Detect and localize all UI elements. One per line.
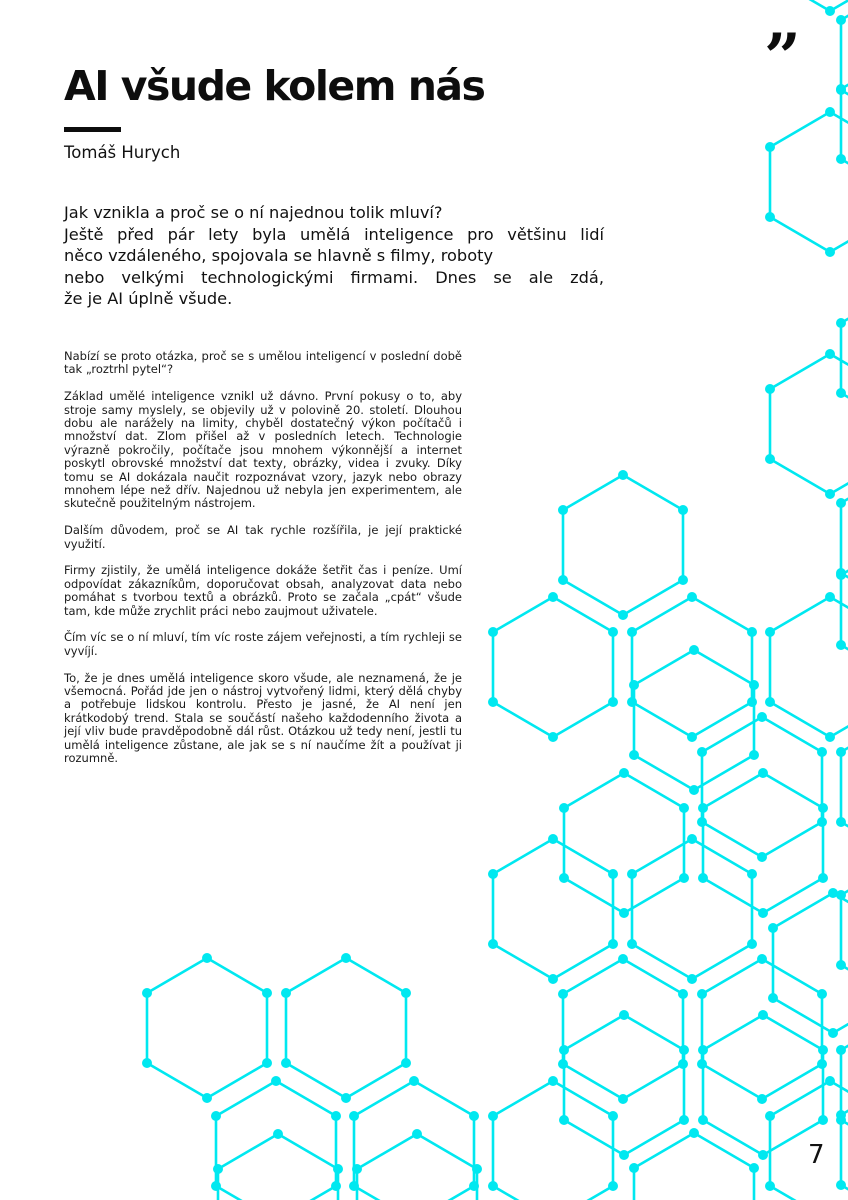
- hexagon-node: [618, 470, 628, 480]
- hexagon-outline: [632, 597, 752, 737]
- hexagon-outline: [564, 773, 684, 913]
- hexagon-node: [749, 1163, 759, 1173]
- hexagon-node: [608, 1111, 618, 1121]
- hexagon-node: [698, 873, 708, 883]
- hexagon-node: [469, 1111, 479, 1121]
- lead-line: Ještě před pár lety byla umělá inteligence pro většinu lidí: [64, 224, 604, 244]
- hexagon-node: [618, 610, 628, 620]
- hexagon-node: [698, 1115, 708, 1125]
- hexagon-outline: [841, 288, 848, 428]
- article-author: Tomáš Hurych: [64, 143, 181, 162]
- hexagon-node: [341, 953, 351, 963]
- quote-mark-icon: ”: [764, 20, 801, 95]
- hexagon-node: [758, 1010, 768, 1020]
- hexagon-node: [142, 1058, 152, 1068]
- hexagon-node: [548, 732, 558, 742]
- hexagon-node: [689, 1128, 699, 1138]
- hexagon-node: [202, 1093, 212, 1103]
- hexagon-node: [836, 1180, 846, 1190]
- article-title: AI všude kolem nás: [64, 62, 485, 110]
- hexagon-node: [548, 1076, 558, 1086]
- hexagon-node: [836, 84, 846, 94]
- hexagon-node: [331, 1181, 341, 1191]
- hexagon-node: [629, 680, 639, 690]
- hexagon-node: [262, 1058, 272, 1068]
- hexagon-node: [698, 803, 708, 813]
- hexagon-node: [836, 817, 846, 827]
- hexagon-outline: [286, 958, 406, 1098]
- hexagon-outline: [703, 1015, 823, 1155]
- hexagon-node: [352, 1164, 362, 1174]
- hexagon-node: [765, 384, 775, 394]
- hexagon-node: [757, 1094, 767, 1104]
- body-paragraph: Základ umělé inteligence vznikl už dávno. První pokusy o to, aby stroje samy myslely, se objevily už v polovině 20. století. Dlouhou dobu ale narážely na limity, chyběl dostatečný výkon počítačů i množství dat. Zlom přišel až v posledních letech. Technologie výrazně pokročily, počítače jsou mnohem výkonnější a internet poskytl obrovské množství dat texty, obrázky, videa i zvuky. Díky tomu se AI dokázala naučit rozpoznávat vzory, jazyk nebo obrazy mnohem lépe než dřív. Najednou už nebyla jen experimentem, ale skutečně použitelným nástrojem.: [64, 389, 462, 511]
- hexagon-node: [747, 939, 757, 949]
- body-paragraph: To, že je dnes umělá inteligence skoro všude, ale neznamená, že je všemocná. Pořád jde jen o nástroj vytvořený lidmi, který dělá chyby a potřebuje lidskou kontrolu. Přesto je jasné, že AI není jen krátkodobý trend. Stala se součástí našeho každodenního života a její vliv bude pravděpodobně dál růst. Otázkou už tedy není, jestli tu umělá inteligence zůstane, ale jak se s ní naučíme žít a používat ji rozumně.: [64, 670, 462, 766]
- hexagon-node: [488, 627, 498, 637]
- hexagon-node: [818, 873, 828, 883]
- hexagon-outline: [357, 1134, 477, 1200]
- hexagon-node: [758, 908, 768, 918]
- hexagon-node: [281, 1058, 291, 1068]
- hexagon-node: [559, 1115, 569, 1125]
- hexagon-node: [409, 1076, 419, 1086]
- hexagon-node: [836, 960, 846, 970]
- hexagon-node: [559, 873, 569, 883]
- hexagon-node: [679, 1115, 689, 1125]
- hexagon-node: [679, 1045, 689, 1055]
- hexagon-node: [627, 697, 637, 707]
- hexagon-node: [749, 680, 759, 690]
- lead-line: nebo velkými technologickými firmami. Dnes se ale zdá,: [64, 267, 604, 287]
- hexagon-node: [627, 627, 637, 637]
- hexagon-outline: [216, 1081, 336, 1200]
- article-lead: [64, 202, 604, 310]
- hexagon-node: [818, 803, 828, 813]
- hexagon-node: [836, 15, 846, 25]
- hexagon-node: [608, 627, 618, 637]
- hexagon-node: [836, 747, 846, 757]
- body-paragraph: Firmy zjistily, že umělá inteligence dokáže šetřit čas i peníze. Umí odpovídat zákazníkům, doporučovat obsah, analyzovat data nebo pomáhat s tvorbou textů a obrázků. Proto se začala „cpát“ všude tam, kde může zrychlit práci nebo zaujmout uživatele.: [64, 563, 462, 618]
- hexagon-outline: [702, 959, 822, 1099]
- hexagon-node: [558, 989, 568, 999]
- hexagon-node: [679, 873, 689, 883]
- hexagon-outline: [493, 597, 613, 737]
- hexagon-node: [836, 318, 846, 328]
- hexagon-node: [271, 1076, 281, 1086]
- hexagon-node: [749, 750, 759, 760]
- hexagon-outline: [354, 1081, 474, 1200]
- hexagon-node: [828, 1028, 838, 1038]
- hexagon-node: [747, 627, 757, 637]
- hexagon-node: [211, 1111, 221, 1121]
- hexagon-outline: [770, 354, 848, 494]
- hexagon-outline: [702, 717, 822, 857]
- hexagon-node: [412, 1129, 422, 1139]
- hexagon-node: [629, 1163, 639, 1173]
- body-paragraph: Čím víc se o ní mluví, tím víc roste zájem veřejnosti, a tím rychleji se vyvíjí.: [64, 630, 462, 658]
- hexagon-node: [488, 939, 498, 949]
- hexagon-node: [836, 1045, 846, 1055]
- hexagon-outline: [634, 650, 754, 790]
- hexagon-node: [687, 834, 697, 844]
- hexagon-node: [608, 697, 618, 707]
- hexagon-node: [608, 939, 618, 949]
- title-divider: [64, 127, 121, 132]
- hexagon-node: [618, 954, 628, 964]
- hexagon-node: [698, 1045, 708, 1055]
- hexagon-node: [558, 575, 568, 585]
- hexagon-node: [758, 768, 768, 778]
- hexagon-node: [401, 988, 411, 998]
- hexagon-node: [757, 954, 767, 964]
- hexagon-node: [697, 989, 707, 999]
- hexagon-node: [331, 1111, 341, 1121]
- hexagon-node: [825, 107, 835, 117]
- hexagon-node: [825, 489, 835, 499]
- hexagon-node: [747, 869, 757, 879]
- hexagon-node: [678, 989, 688, 999]
- hexagon-node: [678, 505, 688, 515]
- hexagon-node: [687, 592, 697, 602]
- hexagon-node: [765, 627, 775, 637]
- page-number: 7: [808, 1140, 825, 1170]
- body-paragraph: Nabízí se proto otázka, proč se s umělou inteligencí v poslední době tak „roztrhl pytel“?: [64, 349, 462, 377]
- hexagon-node: [765, 142, 775, 152]
- hexagon-node: [687, 974, 697, 984]
- hexagon-node: [341, 1093, 351, 1103]
- hexagon-node: [559, 803, 569, 813]
- hexagon-node: [488, 869, 498, 879]
- hexagon-node: [836, 1110, 846, 1120]
- hexagon-node: [472, 1164, 482, 1174]
- hexagon-node: [757, 712, 767, 722]
- hexagon-node: [818, 1115, 828, 1125]
- hexagon-node: [765, 1111, 775, 1121]
- hexagon-node: [825, 592, 835, 602]
- hexagon-node: [768, 923, 778, 933]
- hexagon-node: [836, 890, 846, 900]
- hexagon-node: [825, 732, 835, 742]
- hexagon-node: [202, 953, 212, 963]
- hexagon-node: [627, 939, 637, 949]
- hexagon-node: [825, 349, 835, 359]
- hexagon-node: [757, 852, 767, 862]
- hexagon-node: [558, 505, 568, 515]
- hexagon-node: [559, 1045, 569, 1055]
- hexagon-node: [758, 1150, 768, 1160]
- hexagon-node: [548, 592, 558, 602]
- hexagon-node: [765, 212, 775, 222]
- hexagon-outline: [770, 112, 848, 252]
- hexagon-node: [619, 1010, 629, 1020]
- hexagon-node: [765, 697, 775, 707]
- hexagon-node: [281, 988, 291, 998]
- hexagon-node: [262, 988, 272, 998]
- hexagon-node: [548, 974, 558, 984]
- hexagon-outline: [218, 1134, 338, 1200]
- hexagon-node: [765, 1181, 775, 1191]
- hexagon-outline: [564, 1015, 684, 1155]
- hexagon-node: [768, 993, 778, 1003]
- hexagon-outline: [563, 475, 683, 615]
- hexagon-node: [836, 388, 846, 398]
- lead-line: že je AI úplně všude.: [64, 289, 233, 308]
- hexagon-node: [548, 834, 558, 844]
- hexagon-node: [697, 747, 707, 757]
- hexagon-outline: [841, 717, 848, 857]
- hexagon-node: [211, 1181, 221, 1191]
- hexagon-node: [678, 575, 688, 585]
- hexagon-outline: [634, 1133, 754, 1200]
- article-body: [64, 350, 462, 779]
- hexagon-outline: [493, 1081, 613, 1200]
- hexagon-node: [765, 454, 775, 464]
- body-paragraph: Dalším důvodem, proč se AI tak rychle rozšířila, je její praktické využití.: [64, 523, 462, 551]
- hexagon-node: [679, 803, 689, 813]
- hexagon-node: [401, 1058, 411, 1068]
- hexagon-node: [817, 989, 827, 999]
- hexagon-node: [817, 747, 827, 757]
- hexagon-node: [747, 697, 757, 707]
- hexagon-node: [488, 1111, 498, 1121]
- hexagon-outline: [632, 839, 752, 979]
- hexagon-node: [349, 1111, 359, 1121]
- hexagon-node: [836, 570, 846, 580]
- hexagon-node: [608, 1181, 618, 1191]
- hexagon-outline: [147, 958, 267, 1098]
- hexagon-node: [629, 750, 639, 760]
- hexagon-node: [608, 869, 618, 879]
- hexagon-node: [825, 247, 835, 257]
- hexagon-outline: [703, 773, 823, 913]
- hexagon-node: [825, 6, 835, 16]
- hexagon-node: [619, 1150, 629, 1160]
- hexagon-node: [142, 988, 152, 998]
- hexagon-node: [825, 1076, 835, 1086]
- hexagon-outline: [493, 839, 613, 979]
- hexagon-node: [627, 869, 637, 879]
- hexagon-node: [619, 768, 629, 778]
- hexagon-outline: [770, 597, 848, 737]
- hexagon-node: [618, 1094, 628, 1104]
- hexagon-node: [333, 1164, 343, 1174]
- hexagon-node: [687, 732, 697, 742]
- hexagon-node: [836, 154, 846, 164]
- hexagon-node: [836, 640, 846, 650]
- lead-line: něco vzdáleného, spojovala se hlavně s filmy, roboty: [64, 246, 494, 265]
- hexagon-node: [273, 1129, 283, 1139]
- hexagon-outline: [563, 959, 683, 1099]
- hexagon-outline: [841, 860, 848, 1000]
- lead-line: Jak vznikla a proč se o ní najednou tolik mluví?: [64, 203, 443, 222]
- hexagon-node: [689, 785, 699, 795]
- hexagon-outline: [770, 0, 848, 11]
- hexagon-node: [213, 1164, 223, 1174]
- hexagon-node: [836, 498, 846, 508]
- hexagon-node: [488, 1181, 498, 1191]
- hexagon-node: [488, 697, 498, 707]
- hexagon-node: [689, 645, 699, 655]
- hexagon-node: [619, 908, 629, 918]
- hexagon-node: [818, 1045, 828, 1055]
